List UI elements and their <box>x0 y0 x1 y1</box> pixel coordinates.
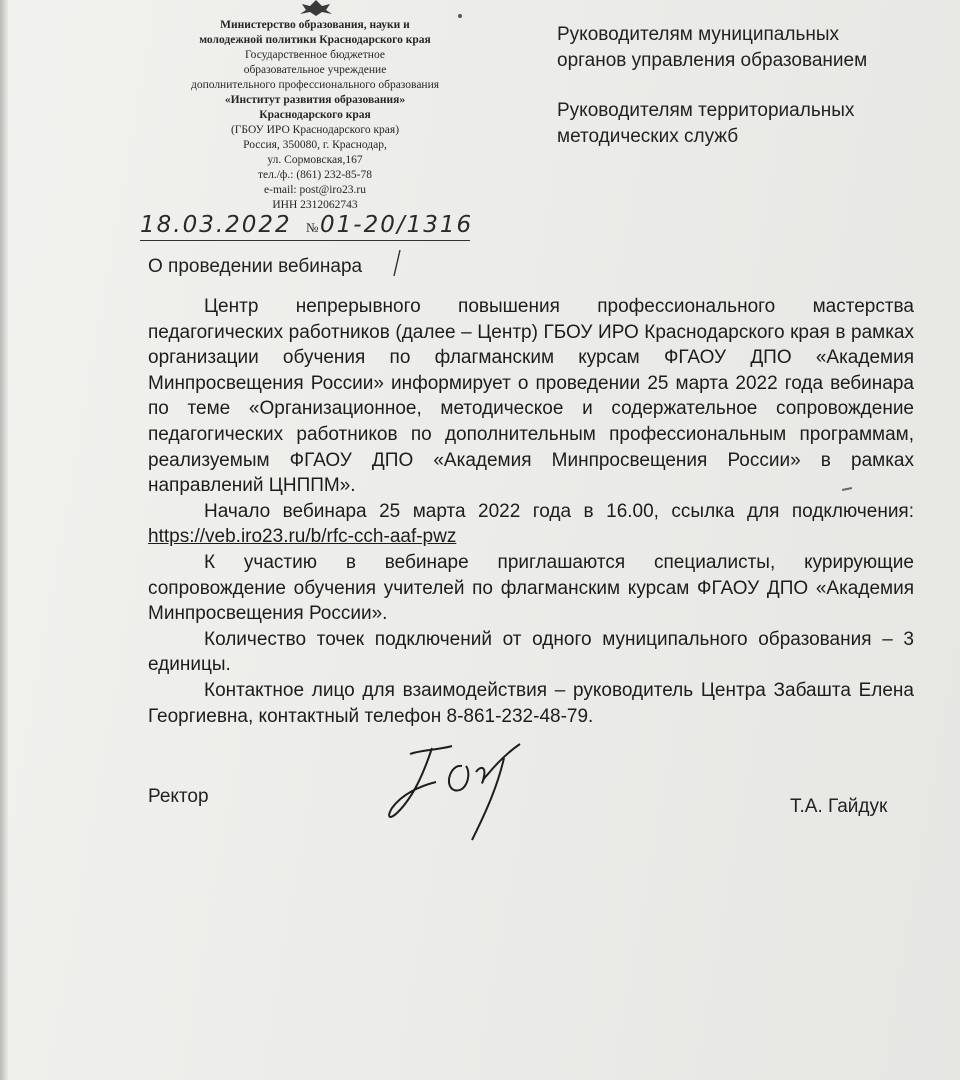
recipient-line: Руководителям муниципальных <box>557 24 840 45</box>
coat-of-arms-icon <box>296 0 336 16</box>
body-paragraph: Центр непрерывного повышения профессионального мастерства педагогических работников (далее – Центр) ГБОУ ИРО Краснодарского края в рамках организации обучения по флагманским курсам ФГАОУ ДПО «Академия Минпросвещения России» информирует о проведении 25 марта 2022 года вебинара по теме «Организационное, методическое и содержательное сопровождение педагогических работников по дополнительным профессиональным программам, реализуемым ФГАОУ ДПО «Академия Минпросвещения России» в рамках направлений ЦНППМ». <box>148 296 914 497</box>
org-line: ул. Сормовская,167 <box>267 154 363 166</box>
body-paragraph: К участию в вебинаре приглашаются специалисты, курирующие сопровождение обучения учителей по флагманским курсам ФГАОУ ДПО «Академия Минпросвещения России». <box>148 551 914 625</box>
organization-letterhead <box>160 18 470 213</box>
org-line: Государственное бюджетное <box>245 49 385 61</box>
registration-underline <box>140 240 470 241</box>
recipient-group <box>557 98 937 150</box>
recipient-line: методических служб <box>557 126 739 147</box>
recipient-line: органов управления образованием <box>557 50 868 71</box>
body-paragraph <box>148 499 914 550</box>
org-line: (ГБОУ ИРО Краснодарского края) <box>230 124 400 136</box>
registration-date: 18.03.2022 <box>140 212 292 238</box>
recipient-line: Руководителям территориальных <box>557 100 855 121</box>
webinar-link[interactable]: https://veb.iro23.ru/b/rfc-cch-aaf-pwz <box>148 526 457 548</box>
org-line: ИНН 2312062743 <box>272 199 358 211</box>
recipient-group <box>557 22 937 74</box>
recipients-block <box>557 22 937 174</box>
signer-name: Т.А. Гайдук <box>790 796 888 817</box>
subject-bracket-mark <box>392 250 402 276</box>
body-text: Начало вебинара 25 марта 2022 года в 16.00, ссылка для подключения: <box>204 500 914 522</box>
registration-line <box>140 212 480 246</box>
org-line: молодежной политики Краснодарского края <box>199 34 431 46</box>
org-email: e-mail: post@iro23.ru <box>264 184 366 196</box>
registration-no-sign: № <box>306 220 319 235</box>
org-line: тел./ф.: (861) 232-85-78 <box>257 169 373 181</box>
org-line: дополнительного профессионального образования <box>190 79 440 91</box>
signer-position: Ректор <box>148 786 209 807</box>
org-line: Россия, 350080, г. Краснодар, <box>243 139 387 151</box>
org-line: Министерство образования, науки и <box>220 19 410 31</box>
body-paragraph: Контактное лицо для взаимодействия – руководитель Центра Забашта Елена Георгиевна, контактный телефон 8-861-232-48-79. <box>148 679 914 727</box>
org-line: образовательное учреждение <box>243 64 387 76</box>
registration-number: 01-20/1316 <box>320 212 474 238</box>
org-line: Краснодарского края <box>259 109 371 121</box>
letter-subject: О проведении вебинара <box>148 256 363 277</box>
page-edge-shadow <box>0 0 8 1080</box>
handwritten-signature <box>380 736 550 846</box>
org-line: «Институт развития образования» <box>224 94 406 106</box>
body-paragraph: Количество точек подключений от одного муниципального образования – 3 единицы. <box>148 628 914 676</box>
letter-body <box>148 294 914 729</box>
